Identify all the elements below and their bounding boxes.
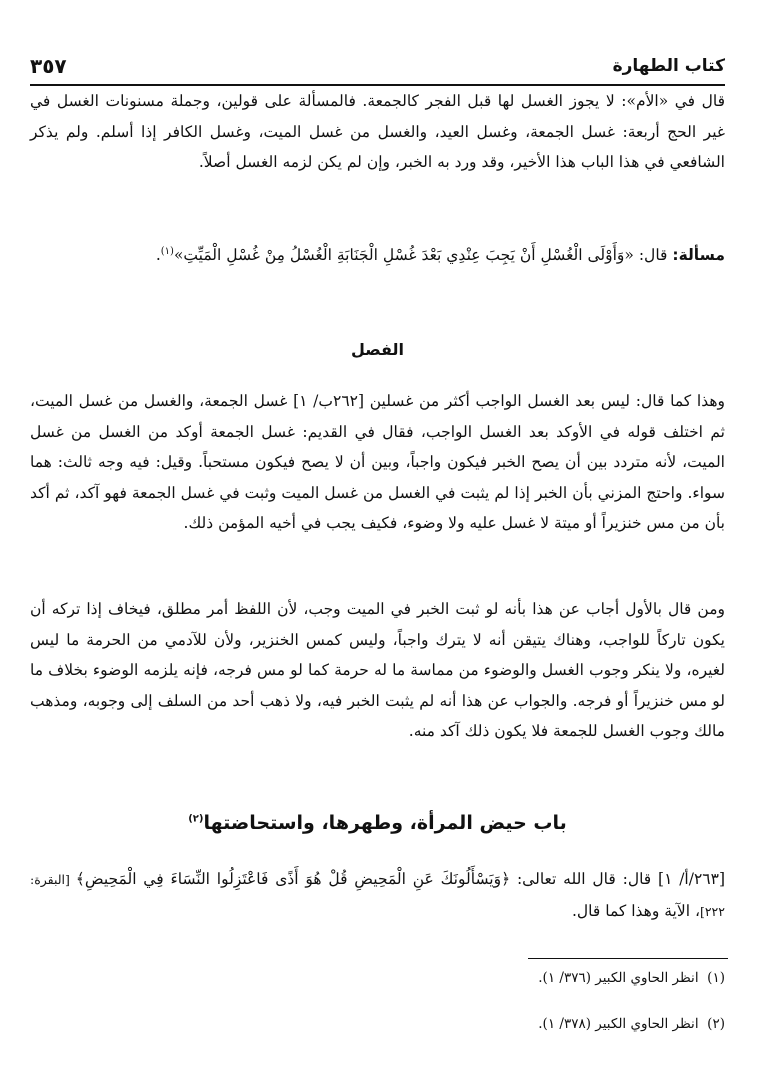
chapter-tail-text: ، الآية وهذا كما قال. [571, 901, 700, 920]
chapter-lead-text: [٢٦٣/أ/ ١] قال: قال الله تعالى: [510, 870, 725, 888]
section-heading: الفصل [350, 340, 405, 359]
page-number: ٣٥٧ [30, 54, 67, 78]
footnote-ref-1[interactable]: (١) [160, 245, 174, 257]
issue-label: مسألة: [672, 246, 725, 264]
footnote-2 [30, 1014, 725, 1034]
verse-citation: [البقرة: ٢٢٢] [30, 872, 725, 919]
footnote-number: (١) [707, 970, 725, 986]
issue-end: . [155, 246, 161, 264]
chapter-paragraph [30, 864, 725, 927]
footnote-text: انظر الحاوي الكبير (٣٧٦/ ١). [538, 970, 699, 986]
footnote-number: (٢) [707, 1016, 725, 1032]
intro-paragraph: قال في «الأم»: لا يجوز الغسل لها قبل الفجر كالجمعة. فالمسألة على قولين، وجملة مسنونات الغسل في غير الحج أربعة: غسل الجمعة، وغسل العيد، والغسل من غسل الميت، وغسل الكافر إذا أسلم. ولم يذكر الشافعي في هذا الباب هذا الأخير، وقد ورد به الخبر، وإن لم يكن لزمه الغسل أصلاً. [30, 92, 725, 171]
page-header [30, 52, 725, 86]
issue-paragraph [30, 240, 725, 271]
issue-lead-text: قال: [633, 246, 673, 264]
footnote-1 [30, 968, 725, 988]
quran-verse: ﴿وَيَسْأَلُونَكَ عَنِ الْمَحِيضِ قُلْ هُوَ أَذًى فَاعْتَزِلُوا النِّسَاءَ فِي الْمَحِيضِ﴾ [75, 870, 511, 888]
chapter-heading [30, 812, 725, 834]
fasl-paragraph-2: ومن قال بالأول أجاب عن هذا بأنه لو ثبت الخبر في الميت وجب، لأن اللفظ أمر مطلق، فيخاف إذا تركه أن يكون تاركاً للواجب، وهناك يتيقن أنه لا يترك واجباً، وليس كمس الخنزير، ولأن للآدمي من الحرمة ما ليس لغيره، ولا ينكر وجوب الغسل والوضوء من مماسة ما له حرمة كما لو مس فرجه، فإنه يلزمه الوضوء بخلاف ما لو مس خنزيراً أو فرجه. والجواب عن هذا أنه لم يثبت الخبر فيه، ولا ذهب أحد من السلف إلى وجوبه، ومذهب مالك وجوب الغسل للجمعة فلا يكون ذلك آكد منه. [30, 600, 725, 740]
footnote-text: انظر الحاوي الكبير (٣٧٨/ ١). [538, 1016, 699, 1032]
footnote-separator [528, 958, 728, 959]
fasl-paragraph-1: وهذا كما قال: ليس بعد الغسل الواجب أكثر من غسلين [٢٦٢ب/ ١] غسل الجمعة، والغسل من غسل الميت، ثم اختلف قوله في الأوكد بعد الغسل الواجب، فقال في القديم: غسل الجمعة أوكد من الغسل من غسل الميت، لأنه متردد بين أن يصح الخبر فيكون واجباً، وبين أن لا يصح فيكون مستحباً. وقيل: فيه وجه ثالث: هما سواء. واحتج المزني بأن الخبر إذا لم يثبت في الغسل من غسل الميت وثبت في غسل الجمعة فهو آكد، ثم أكد بأن من مس خنزيراً أو ميتة لا غسل عليه ولا وضوء، فكيف يجب في أخيه المؤمن ذلك. [30, 392, 725, 532]
footnote-ref-2[interactable]: (٢) [188, 813, 204, 825]
issue-quote: «وَأَوْلَى الْغُسْلِ أَنْ يَجِبَ عِنْدِي بَعْدَ غُسْلِ الْجَنَابَةِ الْغُسْلُ مِنْ غُسْلِ الْمَيِّتِ» [173, 246, 634, 264]
running-title: كتاب الطهارة [612, 56, 725, 76]
chapter-heading-text: باب حيض المرأة، وطهرها، واستحاضتها [203, 812, 567, 834]
